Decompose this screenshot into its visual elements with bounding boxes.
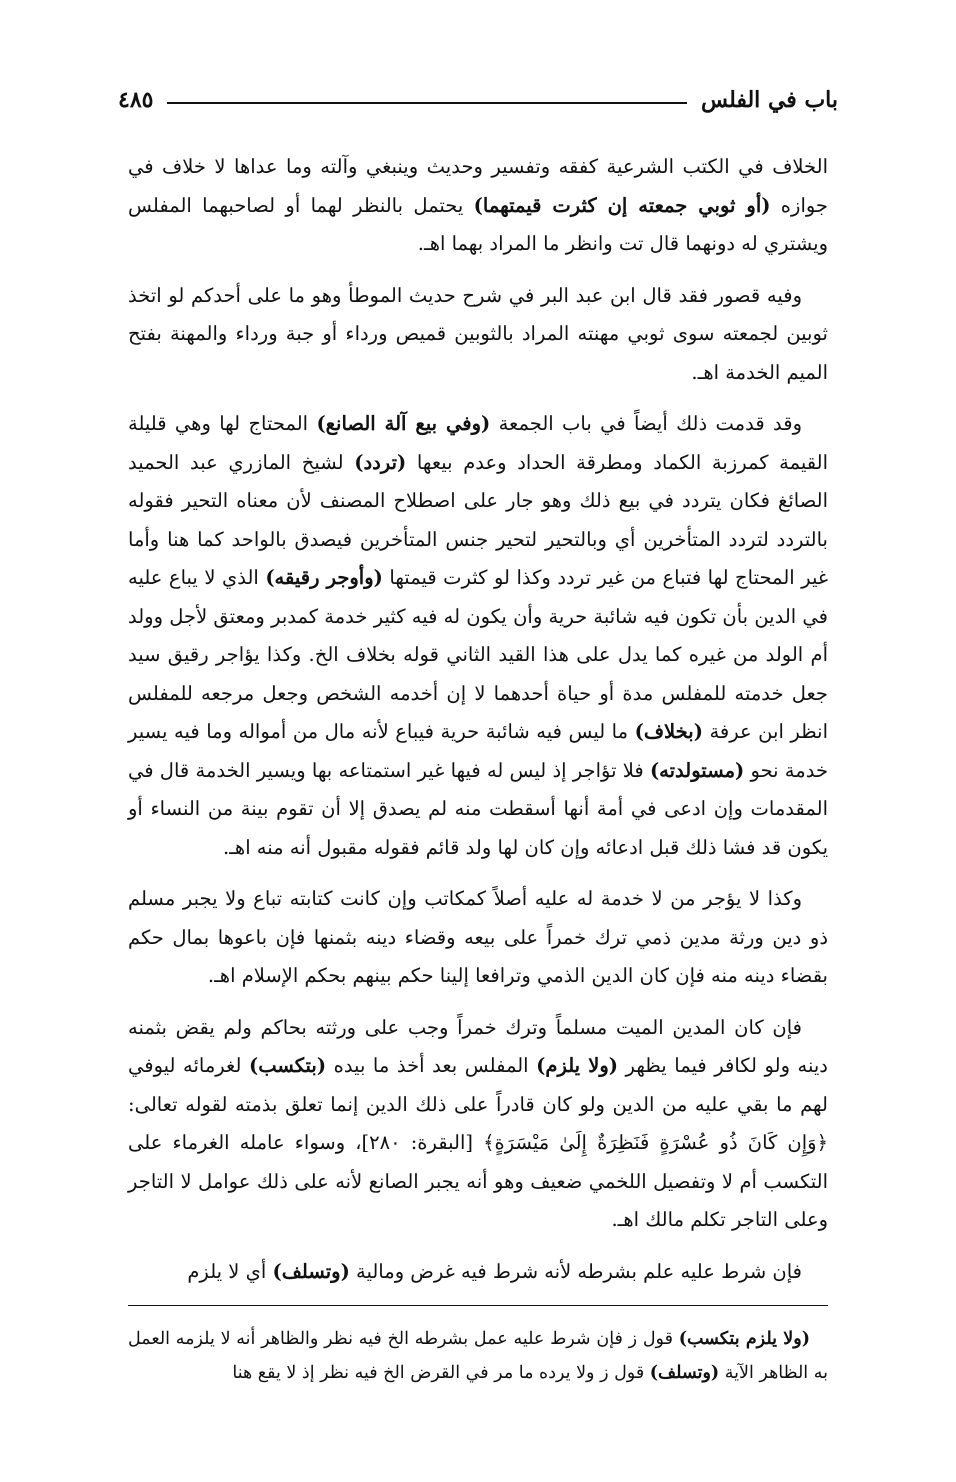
text-run: قول ز ولا يرده ما مر في القرض الخ فيه نظر إذ لا يقع هنا xyxy=(232,1363,650,1383)
text-run: وفيه قصور فقد قال ابن عبد البر في شرح حديث الموطأ وهو ما على أحدكم لو اتخذ ثوبين لجمعته سوى ثوبي مهنته المراد بالثوبين قميص ورداء أو جبة ورداء والمهنة بفتح الميم الخدمة اهـ. xyxy=(128,283,828,384)
main-text xyxy=(128,148,828,1304)
paragraph xyxy=(128,880,828,996)
footnote xyxy=(128,1322,828,1390)
text-run: أي لا يلزم xyxy=(187,1259,273,1283)
page-header xyxy=(118,80,838,120)
paragraph xyxy=(128,1253,828,1292)
text-run: المحتاج لها وهي قليلة القيمة كمرزبة الكماد ومطرقة الحداد وعدم بيعها xyxy=(128,412,828,474)
text-run: المفلس بعد أخذ ما بيده xyxy=(326,1054,537,1077)
text-run: لشيخ المازري عبد الحميد الصائغ فكان يتردد في بيع ذلك وهو جار على اصطلاح المصنف لأن معناه التحير فقوله بالتردد لتردد المتأخرين أي وبالتحير لتحير جنس المتأخرين فيصدق بالواحد كما هنا وأما غير المحتاج لها فتباع من غير تردد وكذا لو كثرت قيمتها xyxy=(128,450,829,589)
text-run: فلا تؤاجر إذ ليس له فيها غير استمتاعه بها ويسير الخدمة قال في المقدمات وإن ادعى في أمة أنها أسقطت منه لم يصدق إلا أن تقوم بينة من النساء أو يكون قد فشا ذلك قبل ادعائه وإن كان لها ولد قائم فقوله مقبول أنه منه اهـ. xyxy=(128,758,828,859)
text-run: فإن كان المدين الميت مسلماً وترك خمراً وجب على ورثته بحاكم ولم يقض بثمنه دينه ولو لكافر فيما يظهر xyxy=(128,1015,828,1077)
text-run: وكذا لا يؤجر من لا خدمة له عليه أصلاً كمكاتب وإن كانت كتابته تباع ولا يجبر مسلم ذو دين ورثة مدين ذمي ترك خمراً على بيعه وقضاء دينه بثمنها فإن باعوها بمال حكم بقضاء دينه منه فإن كان الدين الذمي وترافعا إلينا حكم بينهم بحكم الإسلام اهـ. xyxy=(128,887,828,987)
text-run: قول ز فإن شرط عليه عمل بشرطه الخ فيه نظر والظاهر أنه لا يلزمه العمل به الظاهر الآية xyxy=(128,1329,828,1383)
text-run: فإن شرط عليه علم بشرطه لأنه شرط فيه غرض ومالية xyxy=(349,1259,802,1283)
bold-term: (أو ثوبي جمعته إن كثرت قيمتهما) xyxy=(473,193,771,217)
bold-term: (وأوجر رقيقه) xyxy=(265,566,383,589)
paragraph xyxy=(128,277,828,393)
paragraph xyxy=(128,1009,828,1240)
text-run: لغرمائه ليوفي لهم ما بقي عليه من الدين ولو كان قادراً على ذلك الدين إنما تعلق بذمته لقوله تعالى: xyxy=(128,1054,828,1116)
text-run: الخلاف في الكتب الشرعية كفقه وتفسير وحديث وينبغي وآلته وما عداها لا خلاف في جوازه xyxy=(128,155,828,217)
page-number: ٤٨٥ xyxy=(118,87,154,113)
text-run: [البقرة: ٢٨٠]، وسواء عامله الغرماء على التكسب أم لا وتفصيل اللخمي ضعيف وهو أنه يجبر الصانع لأنه على ذلك عوامل لا التاجر وعلى التاجر تكلم مالك اهـ. xyxy=(128,1131,828,1231)
text-run: الذي لا يباع عليه في الدين بأن تكون فيه شائبة حرية وأن يكون له فيه كثير خدمة كمدبر ومعتق لأجل وولد أم الولد من غيره كما يدل على هذا القيد الثاني قوله بخلاف الخ. وكذا يؤاجر رقيق سيد جعل خدمته للمفلس مدة أو حياة أحدهما لا إن أخدمه الشخص وجعل مرجعه للمفلس انظر ابن عرفة xyxy=(128,566,828,743)
bold-term: (بخلاف) xyxy=(634,720,703,743)
bold-term: (وفي بيع آلة الصانع) xyxy=(316,412,491,435)
text-run: يحتمل بالنظر لهما أو لصاحبهما المفلس ويشتري له دونهما قال تت وانظر ما المراد بهما اهـ. xyxy=(128,193,828,255)
bold-term: (مستولدته) xyxy=(649,758,745,782)
footnote-rule xyxy=(128,1305,828,1306)
header-rule xyxy=(167,102,687,104)
bold-term: (ولا يلزم) xyxy=(536,1054,618,1077)
bold-term: (تردد) xyxy=(354,450,407,474)
text-run: ما ليس فيه شائبة حرية فيباع لأنه مال من أمواله وما فيه يسير خدمة نحو xyxy=(128,720,828,782)
text-run: ﴿وَإِن كَانَ ذُو عُسْرَةٍ فَنَظِرَةٌ إِلَىٰ مَيْسَرَةٍ﴾ xyxy=(483,1131,828,1154)
running-title: باب في الفلس xyxy=(701,87,838,113)
bold-term: (وتسلف) xyxy=(649,1363,720,1383)
paragraph xyxy=(128,405,828,867)
bold-term: (بتكسب) xyxy=(248,1054,327,1077)
paragraph xyxy=(128,148,828,264)
footnotes xyxy=(128,1322,828,1390)
text-run: وقد قدمت ذلك أيضاً في باب الجمعة xyxy=(490,412,802,435)
bold-term: (وتسلف) xyxy=(272,1259,350,1283)
bold-term: (ولا يلزم بتكسب) xyxy=(678,1329,810,1349)
